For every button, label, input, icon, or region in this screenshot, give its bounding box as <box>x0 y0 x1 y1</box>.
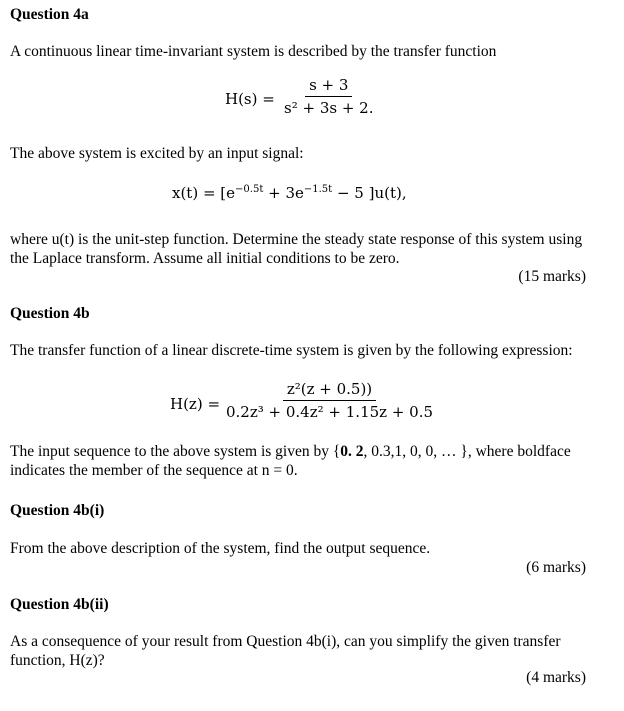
input-signal-equation <box>172 184 407 202</box>
question-4bii-marks: (4 marks) <box>526 669 586 686</box>
question-4bi-heading: Question 4b(i) <box>10 502 105 519</box>
transfer-function-s-lhs: H(s) = <box>225 90 275 108</box>
transfer-function-s-numerator: s + 3 <box>305 76 352 97</box>
question-4b-input-line-2: indicates the member of the sequence at n = 0. <box>10 462 298 479</box>
question-4bii-heading: Question 4b(ii) <box>10 596 109 613</box>
question-4bi-marks: (6 marks) <box>526 559 586 576</box>
transfer-function-z-numerator: z²(z + 0.5)) <box>283 380 376 401</box>
transfer-function-z-fraction <box>222 380 437 421</box>
question-4bii-text: As a consequence of your result from Question 4b(i), can you simplify the given transfer function, H(z)? <box>10 633 561 669</box>
transfer-function-z-lhs: H(z) = <box>170 395 221 413</box>
input-text-prefix: The input sequence to the above system is given by { <box>10 443 341 460</box>
input-signal-lhs: x(t) = [e <box>172 184 236 202</box>
question-4a-intro: A continuous linear time-invariant system is described by the transfer function <box>10 43 497 60</box>
transfer-function-s-denominator: s² + 3s + 2. <box>284 99 374 117</box>
question-4a-marks: (15 marks) <box>518 268 586 285</box>
question-4b-intro: The transfer function of a linear discrete-time system is given by the following expression: <box>10 342 573 359</box>
question-4a-heading: Question 4a <box>10 6 89 23</box>
transfer-function-s-fraction <box>280 76 377 117</box>
input-text-suffix: , 0.3,1, 0, 0, … }, where boldface <box>363 443 571 460</box>
question-4b-heading: Question 4b <box>10 305 90 322</box>
question-4bi-text: From the above description of the system, find the output sequence. <box>10 540 431 557</box>
question-4a-excited-text: The above system is excited by an input signal: <box>10 145 304 162</box>
input-bold-term: 0. 2 <box>340 443 364 460</box>
transfer-function-z-denominator: 0.2z³ + 0.4z² + 1.15z + 0.5 <box>226 403 434 421</box>
input-signal-exponent-2: −1.5t <box>303 184 333 195</box>
question-4a-where-text: where u(t) is the unit-step function. Determine the steady state response of this system using the Laplace transform. Assume all initial conditions to be zero. <box>10 231 583 267</box>
input-signal-mid: + 3e <box>263 184 304 202</box>
question-4b-input-line-1 <box>10 443 571 461</box>
input-signal-exponent-1: −0.5t <box>235 184 264 195</box>
input-signal-tail: − 5 ]u(t), <box>332 184 407 202</box>
